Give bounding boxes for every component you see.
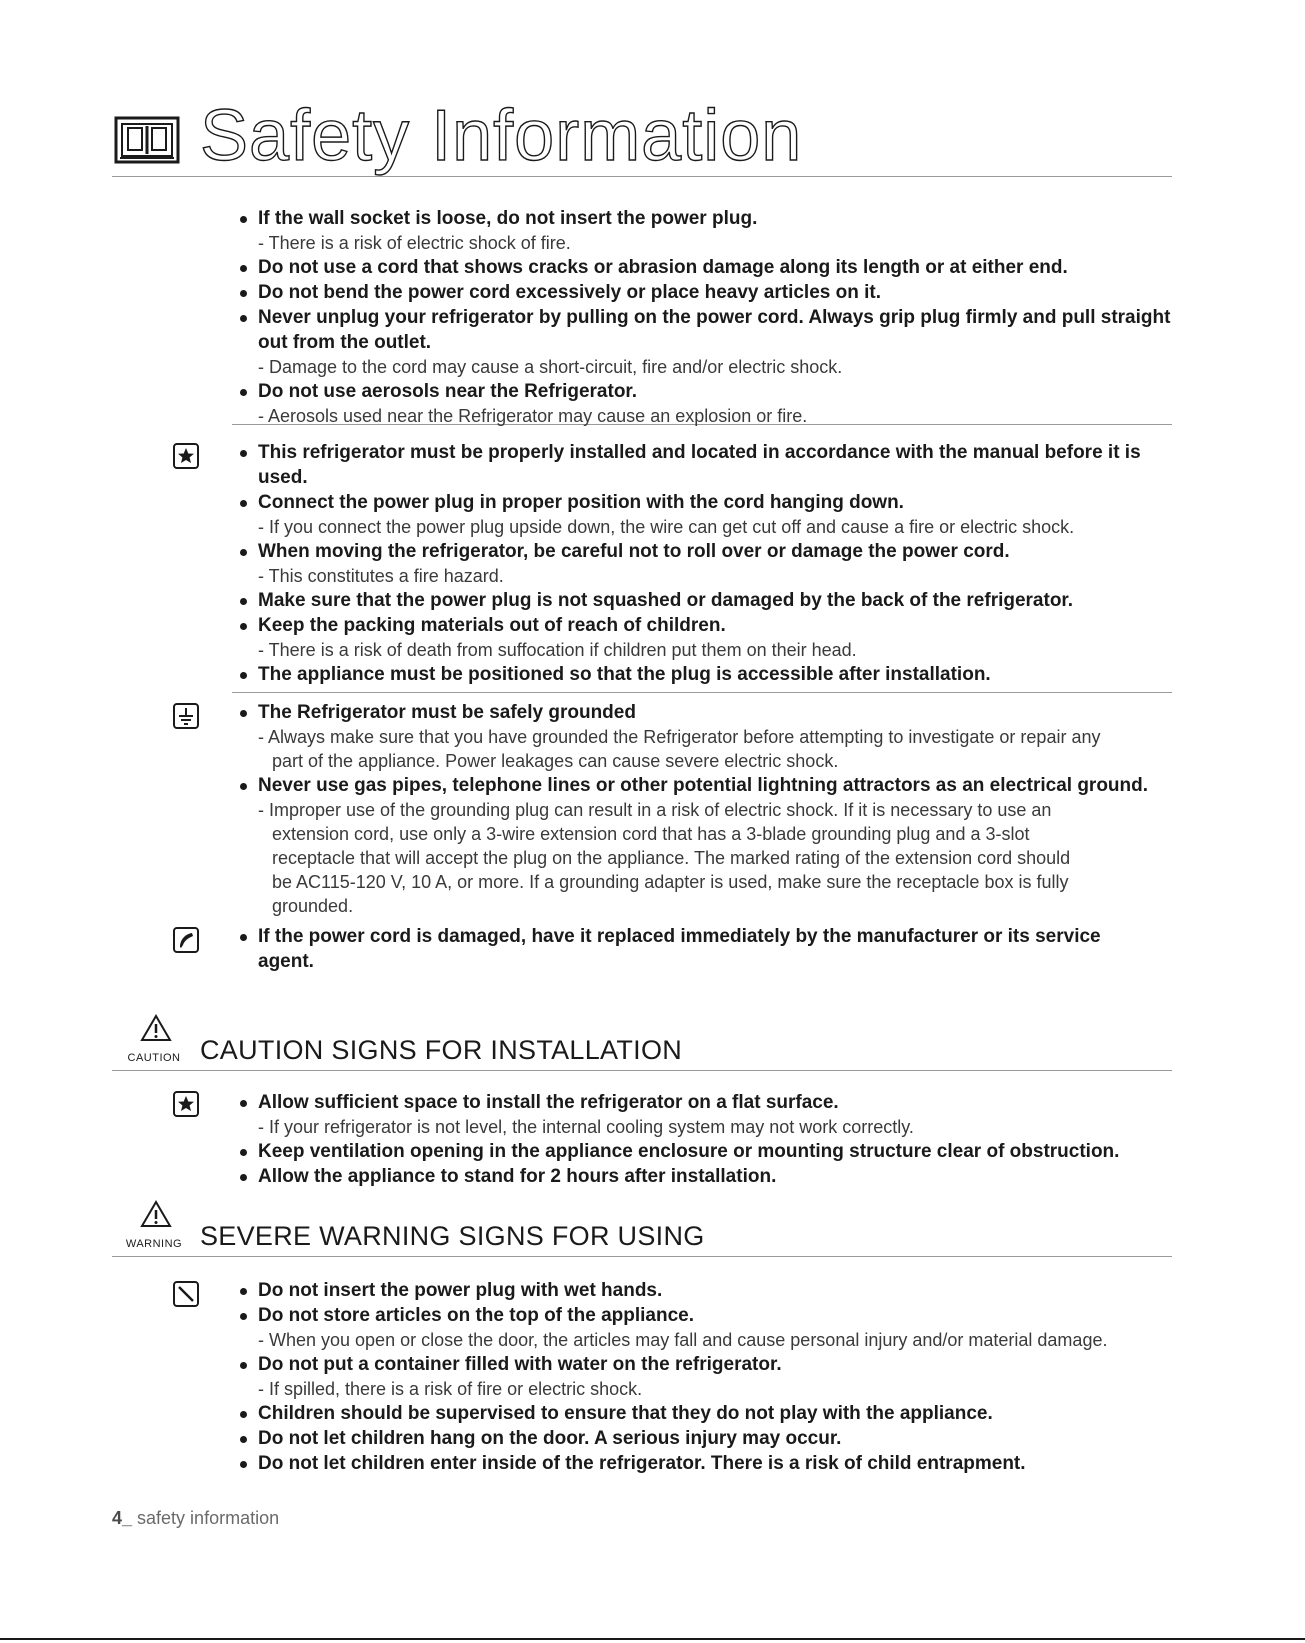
bullet-item: Do not insert the power plug with wet hands.	[232, 1278, 1172, 1303]
phone-icon	[172, 926, 200, 954]
bullet-item: The appliance must be positioned so that the plug is accessible after installation.	[232, 662, 1172, 687]
warning-triangle-icon	[140, 1200, 172, 1228]
safety-list-power-plug	[232, 206, 1172, 425]
safety-list-caution-installation	[232, 1090, 1172, 1200]
sub-note: extension cord, use only a 3-wire extension cord that has a 3-blade grounding plug and a 3-slot	[272, 824, 1030, 844]
bullet-item: When moving the refrigerator, be careful not to roll over or damage the power cord.	[232, 539, 1172, 564]
sub-note: - This constitutes a fire hazard.	[258, 566, 504, 586]
bottom-rule	[0, 1638, 1305, 1640]
sub-note: - When you open or close the door, the articles may fall and cause personal injury and/or material damage.	[258, 1330, 1108, 1350]
bullet-item: Do not use a cord that shows cracks or abrasion damage along its length or at either end.	[232, 255, 1172, 280]
caution-triangle-icon	[140, 1014, 172, 1042]
sub-note: - Damage to the cord may cause a short-circuit, fire and/or electric shock.	[258, 357, 843, 377]
bullet-item: Never unplug your refrigerator by pulling on the power cord. Always grip plug firmly and pull straight	[232, 305, 1172, 330]
page-title: Safety Information	[200, 96, 803, 176]
bullet-item: Do not let children hang on the door. A serious injury may occur.	[232, 1426, 1172, 1451]
bullet-item: The Refrigerator must be safely grounded	[232, 700, 1172, 725]
sub-note: receptacle that will accept the plug on the appliance. The marked rating of the extension cord should	[272, 848, 1071, 868]
page-header	[112, 96, 1172, 177]
bullet-item: Do not store articles on the top of the appliance.	[232, 1303, 1172, 1328]
sub-note: - If you connect the power plug upside down, the wire can get cut off and cause a fire or electric shock.	[258, 517, 1075, 537]
bullet-item: This refrigerator must be properly installed and located in accordance with the manual before it is	[232, 440, 1172, 465]
bullet-item: Keep ventilation opening in the appliance enclosure or mounting structure clear of obstruction.	[232, 1139, 1172, 1164]
page-footer	[112, 1508, 279, 1529]
sub-note: - Aerosols used near the Refrigerator may cause an explosion or fire.	[258, 406, 808, 426]
warning-sign-label: WARNING	[125, 1238, 183, 1250]
bullet-item-continuation: agent.	[258, 951, 314, 972]
sub-note: - If your refrigerator is not level, the internal cooling system may not work correctly.	[258, 1117, 914, 1137]
bullet-item: Do not use aerosols near the Refrigerator.	[232, 379, 1172, 404]
warning-section-heading	[112, 1200, 1172, 1257]
warning-section-title: SEVERE WARNING SIGNS FOR USING	[200, 1221, 705, 1251]
bullet-item: Never use gas pipes, telephone lines or other potential lightning attractors as an electrical ground.	[232, 773, 1172, 798]
sub-note: - There is a risk of electric shock of fire.	[258, 233, 571, 253]
sub-note: part of the appliance. Power leakages can cause severe electric shock.	[272, 751, 839, 771]
bullet-item: Do not bend the power cord excessively or place heavy articles on it.	[232, 280, 1172, 305]
safety-list-damaged-cord	[232, 924, 1172, 976]
caution-section-title: CAUTION SIGNS FOR INSTALLATION	[200, 1035, 683, 1065]
bullet-item: Allow the appliance to stand for 2 hours after installation.	[232, 1164, 1172, 1189]
sub-note: - If spilled, there is a risk of fire or electric shock.	[258, 1379, 643, 1399]
bullet-item: Allow sufficient space to install the refrigerator on a flat surface.	[232, 1090, 1172, 1115]
footer-section-name: safety information	[132, 1508, 280, 1528]
star-icon	[172, 1090, 200, 1118]
warning-sign	[112, 1200, 196, 1250]
page-number: 4_	[112, 1508, 133, 1528]
bullet-item: Do not let children enter inside of the refrigerator. There is a risk of child entrapment.	[232, 1451, 1172, 1476]
bullet-item: Children should be supervised to ensure that they do not play with the appliance.	[232, 1401, 1172, 1426]
safety-list-installation	[232, 440, 1172, 693]
safety-list-grounding	[232, 700, 1172, 922]
caution-section-heading	[112, 1014, 1172, 1071]
sub-note: be AC115-120 V, 10 A, or more. If a grounding adapter is used, make sure the receptacle box is fully	[272, 872, 1069, 892]
prohibit-icon	[172, 1280, 200, 1308]
caution-sign	[112, 1014, 196, 1064]
bullet-item-continuation: out from the outlet.	[258, 332, 432, 353]
bullet-item: If the power cord is damaged, have it replaced immediately by the manufacturer or its service	[232, 924, 1172, 949]
star-icon	[172, 442, 200, 470]
book-icon	[114, 116, 180, 164]
sub-note: grounded.	[272, 896, 354, 916]
caution-sign-label: CAUTION	[127, 1052, 181, 1064]
sub-note: - Improper use of the grounding plug can result in a risk of electric shock. If it is necessary to use an	[258, 800, 1052, 820]
safety-list-usage-warnings	[232, 1278, 1172, 1488]
bullet-item: Do not put a container filled with water on the refrigerator.	[232, 1352, 1172, 1377]
bullet-item: Keep the packing materials out of reach of children.	[232, 613, 1172, 638]
bullet-item: If the wall socket is loose, do not insert the power plug.	[232, 206, 1172, 231]
sub-note: - There is a risk of death from suffocation if children put them on their head.	[258, 640, 857, 660]
bullet-item: Make sure that the power plug is not squashed or damaged by the back of the refrigerator.	[232, 588, 1172, 613]
bullet-item: Connect the power plug in proper position with the cord hanging down.	[232, 490, 1172, 515]
ground-icon	[172, 702, 200, 730]
bullet-item-continuation: used.	[258, 467, 308, 488]
sub-note: - Always make sure that you have grounded the Refrigerator before attempting to investigate or repair any	[258, 727, 1101, 747]
